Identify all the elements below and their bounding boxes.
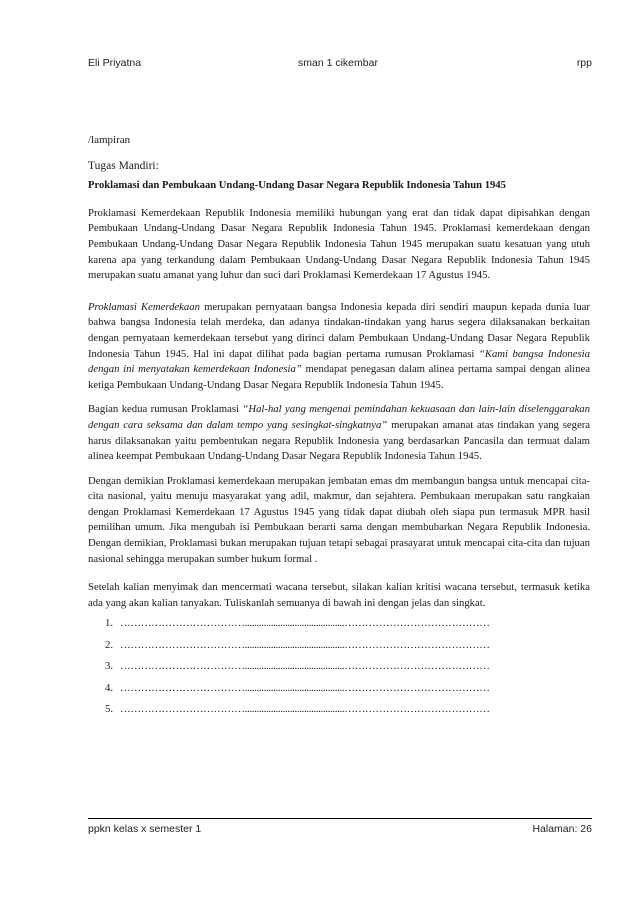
paragraph-3-text-a: Bagian kedua rumusan Proklamasi xyxy=(88,403,243,416)
answer-line[interactable]: 5. ………………………………..........................................…………………………………… xyxy=(105,703,490,716)
answer-line[interactable]: 3. ………………………………..........................................…………………………………… xyxy=(105,660,490,673)
paragraph-2 xyxy=(88,300,590,394)
paragraph-2-quote: “Kami bangsa Indonesia dengan ini menyatakan kemerdekaan Indonesia” xyxy=(88,347,590,376)
answer-line[interactable]: 1. ………………………………..........................................…………………………………… xyxy=(105,617,490,630)
paragraph-3-quote: “Hal-hal yang mengenai pemindahan kekuasaan dan lain-lain diselenggarakan dengan cara seksama dan dalam tempo yang sesingkat-singkatnya” xyxy=(88,403,590,431)
paragraph-4: Dengan demikian Proklamasi kemerdekaan merupakan jembatan emas dm membangun bangsa untuk mencapai cita-cita nasional, yaitu menuju masyarakat yang adil, makmur, dan sejahtera. Pembukaan merupakan satu rangkaian dengan Proklamasi Kemerdekaan 17 Agustus 1945 yang tidak dapat diubah oleh siapa pun termasuk MPR hasil pemilihan umum. Jika mengubah isi Pembukaan berarti sama dengan membubarkan Negara Republik Indonesia. Dengan demikian, Proklamasi bukan merupakan tujuan tetapi sebagai prasayarat untuk mencapai cita-cita dan tujuan nasional sehingga merupakan sumber hukum formal . xyxy=(88,474,590,565)
task-heading: Tugas Mandiri: xyxy=(88,159,159,172)
attachment-label: /lampiran xyxy=(88,134,131,146)
paragraph-2-text-b: mendapat penegasan dalam alinea pertama sampai dengan alinea ketiga Pembukaan Undang-Undang Dasar Negara Republik Indonesia Tahun 1945. xyxy=(88,363,590,391)
footer-page-number: Halaman: 26 xyxy=(532,823,592,835)
paragraph-2-italic: Proklamasi Kemerdekaan xyxy=(88,300,200,313)
answer-list xyxy=(88,613,590,721)
document-title: Proklamasi dan Pembukaan Undang-Undang Dasar Negara Republik Indonesia Tahun 1945 xyxy=(88,180,506,192)
instructions: Setelah kalian menyimak dan mencermati wacana tersebut, silakan kalian kritisi wacana tersebut, termasuk ketika ada yang akan kalian tanyakan. Tuliskanlah semuanya di bawah ini dengan jelas dan singkat. xyxy=(88,581,590,609)
header-author: Eli Priyatna xyxy=(88,57,142,69)
paragraph-3-text-b: merupakan amanat atas tindakan yang segera harus dilaksanakan yaitu pembentukan negara Republik Indonesia yang berdasarkan Pancasila dan termuat dalam alinea keempat Pembukaan Undang-Undang Dasar Negara Republik Indonesia Tahun 1945. xyxy=(88,418,590,463)
paragraph-2-text-a: merupakan pernyataan bangsa Indonesia kepada diri sendiri maupun kepada dunia luar bahwa bangsa Indonesia telah merdeka, dan adanya tindakan-tindakan yang harus segera dilaksanakan berkaitan dengan pernyataan kemerdekaan tersebut yang dirinci dalam Pembukaan Undang-Undang Dasar Negara Republik Indonesia Tahun 1945. Hal ini dapat dilihat pada bagian pertama rumusan Proklamasi xyxy=(88,300,590,360)
page-header xyxy=(88,57,592,71)
answer-line[interactable]: 2. ………………………………..........................................…………………………………… xyxy=(105,638,490,651)
paragraph-3 xyxy=(88,402,590,464)
footer-course: ppkn kelas x semester 1 xyxy=(88,823,202,835)
header-school: sman 1 cikembar xyxy=(298,57,378,69)
page-footer xyxy=(88,818,592,839)
document-body xyxy=(88,133,590,721)
answer-line[interactable]: 4. ………………………………..........................................…………………………………… xyxy=(105,681,490,694)
paragraph-1: Proklamasi Kemerdekaan Republik Indonesia memiliki hubungan yang erat dan tidak dapat dipisahkan dengan Pembukaan Undang-Undang Dasar Negara Republik Indonesia Tahun 1945. Proklamasi kemerdekaan dengan Pembukaan Undang-Undang Dasar Negara Republik Indonesia Tahun 1945 merupakan suatu kesatuan yang utuh karena apa yang terkandung dalam Pembukaan Undang-Undang Dasar Negara Republik Indonesia Tahun 1945 merupakan suatu amanat yang luhur dan suci dari Proklamasi Kemerdekaan 17 Agustus 1945. xyxy=(88,206,590,282)
header-doc-type: rpp xyxy=(576,57,592,69)
